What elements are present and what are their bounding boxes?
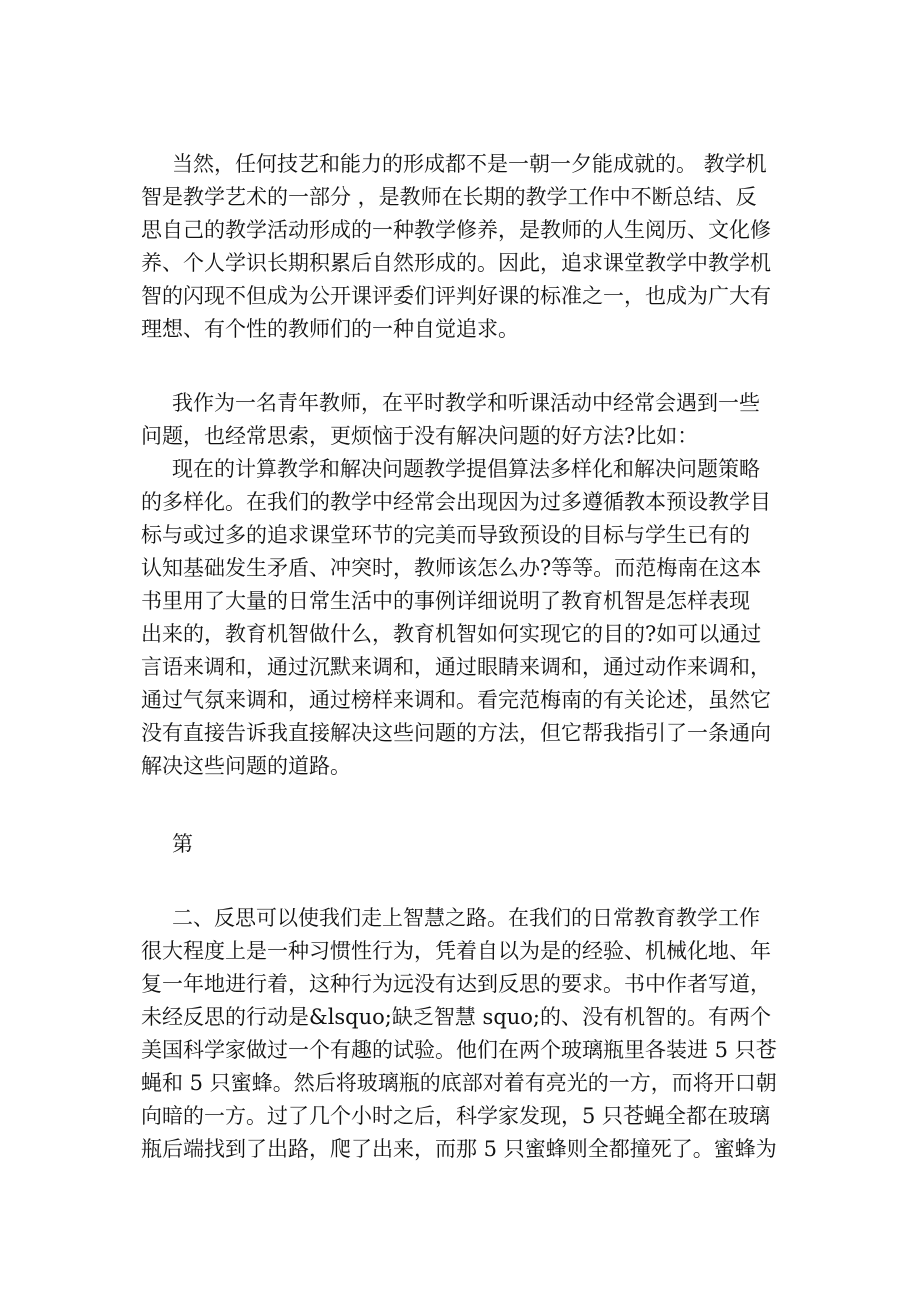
paragraph-5-line-2: 很大程度上是一种习惯性行为，凭着自以为是的经验、机械化地、年 [141, 939, 771, 963]
paragraph-1-line-6: 理想、有个性的教师们的一种自觉追求。 [141, 317, 519, 341]
paragraph-5-line-6: 蝇和 5 只蜜蜂。然后将玻璃瓶的底部对着有亮光的一方，而将开口朝 [141, 1071, 777, 1095]
paragraph-3-line-7: 言语来调和，通过沉默来调和，通过眼睛来调和，通过动作来调和， [141, 655, 771, 679]
paragraph-3-line-10: 解决这些问题的道路。 [141, 754, 351, 778]
paragraph-1-line-5: 智的闪现不但成为公开课评委们评判好课的标准之一，也成为广大有 [141, 284, 771, 308]
paragraph-5-line-3: 复一年地进行着，这种行为远没有达到反思的要求。书中作者写道， [141, 972, 771, 996]
paragraph-5-line-7: 向暗的一方。过了几个小时之后，科学家发现，5 只苍蝇全都在玻璃 [141, 1104, 771, 1128]
paragraph-3-line-1: 现在的计算教学和解决问题教学提倡算法多样化和解决问题策略 [172, 457, 760, 481]
paragraph-3-line-3: 标与或过多的追求课堂环节的完美而导致预设的目标与学生已有的 [141, 523, 750, 547]
paragraph-5-line-8: 瓶后端找到了出路，爬了出来，而那 5 只蜜蜂则全都撞死了。蜜蜂为 [141, 1137, 777, 1161]
paragraph-3-line-8: 通过气氛来调和，通过榜样来调和。看完范梅南的有关论述，虽然它 [141, 688, 771, 712]
paragraph-3-line-2: 的多样化。在我们的教学中经常会出现因为过多遵循教本预设教学目 [141, 490, 771, 514]
paragraph-4-line-1: 第 [172, 832, 193, 856]
paragraph-5-line-4: 未经反思的行动是&lsquo;缺乏智慧 squo;的、没有机智的。有两个 [141, 1005, 772, 1029]
paragraph-1-line-1: 当然，任何技艺和能力的形成都不是一朝一夕能成就的。 教学机 [172, 152, 767, 176]
paragraph-3-line-4: 认知基础发生矛盾、冲突时，教师该怎么办?等等。而范梅南在这本 [141, 556, 762, 580]
paragraph-1-line-4: 养、个人学识长期积累后自然形成的。因此，追求课堂教学中教学机 [141, 251, 771, 275]
paragraph-1-line-3: 思自己的教学活动形成的一种教学修养，是教师的人生阅历、文化修 [141, 218, 771, 242]
paragraph-3-line-6: 出来的，教育机智做什么，教育机智如何实现它的目的?如可以通过 [141, 622, 762, 646]
paragraph-1-line-2: 智是教学艺术的一部分 ，是教师在长期的教学工作中不断总结、反 [141, 185, 757, 209]
paragraph-3-line-9: 没有直接告诉我直接解决这些问题的方法，但它帮我指引了一条通向 [141, 721, 771, 745]
paragraph-5-line-5: 美国科学家做过一个有趣的试验。他们在两个玻璃瓶里各装进 5 只苍 [141, 1038, 777, 1062]
paragraph-2-line-2: 问题，也经常思索，更烦恼于没有解决问题的好方法?比如： [141, 424, 699, 448]
paragraph-3-line-5: 书里用了大量的日常生活中的事例详细说明了教育机智是怎样表现 [141, 589, 750, 613]
paragraph-5-line-1: 二、反思可以使我们走上智慧之路。在我们的日常教育教学工作 [172, 906, 760, 930]
paragraph-2-line-1: 我作为一名青年教师，在平时教学和听课活动中经常会遇到一些 [172, 391, 760, 415]
